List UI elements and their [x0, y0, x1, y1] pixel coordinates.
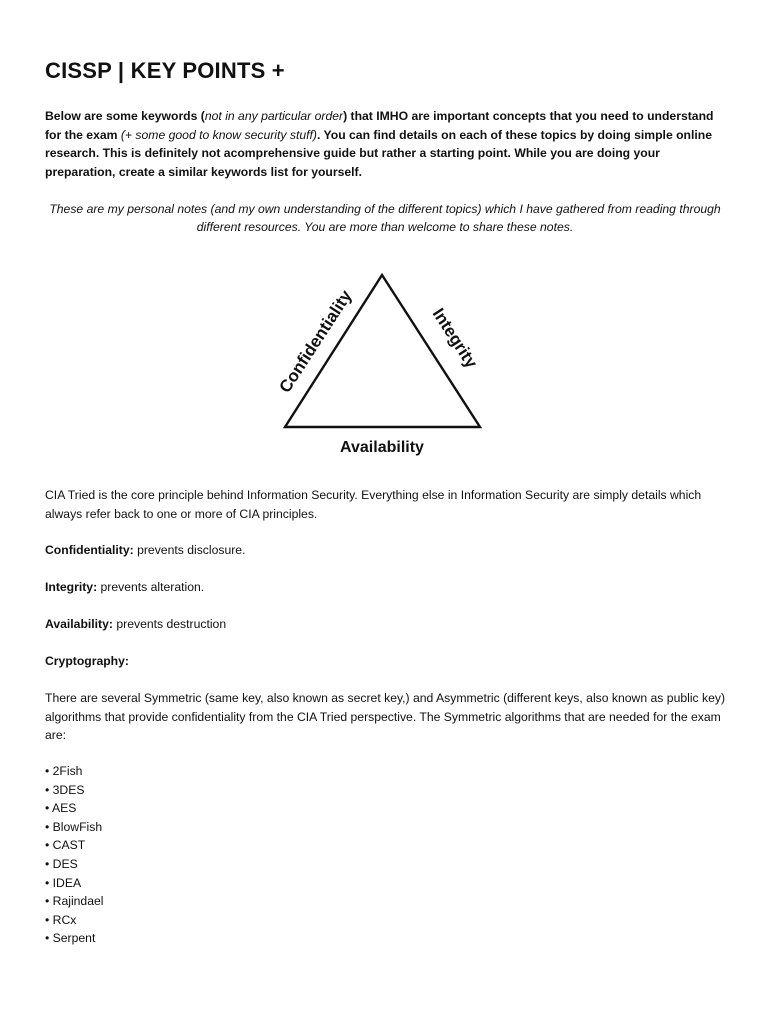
list-item: • Rajindael [45, 894, 104, 909]
cryptography-heading [45, 652, 735, 671]
list-item: • RCx [45, 912, 77, 927]
symmetric-algorithms-list [45, 762, 103, 948]
list-item: • DES [45, 856, 78, 871]
integrity-definition [45, 578, 735, 597]
intro-text-1: Below are some keywords ( [45, 109, 205, 123]
cia-paragraph: CIA Tried is the core principle behind Information Security. Everything else in Information Security are simply details which always refer back to one or more of CIA principles. [45, 488, 702, 521]
crypto-paragraph: There are several Symmetric (same key, also known as secret key,) and Asymmetric (different keys, also known as public key) algorithms that provide confidentiality from the CIA Tried perspective. The Symmetric algorithms that are needed for the exam are: [45, 691, 726, 743]
list-item: • BlowFish [45, 819, 103, 834]
integrity-term: Integrity: [45, 580, 98, 594]
confidentiality-definition [45, 541, 735, 560]
list-item: • Serpent [45, 931, 96, 946]
confidentiality-label: Confidentiality [275, 286, 356, 397]
list-item: • AES [45, 801, 77, 816]
integrity-text: prevents alteration. [97, 580, 205, 594]
page-title: CISSP | KEY POINTS + [45, 58, 285, 83]
availability-term: Availability: [45, 617, 113, 631]
intro-italic-2: (+ some good to know security stuff) [120, 127, 317, 142]
integrity-label: Integrity [428, 304, 482, 372]
cia-triad-diagram [260, 265, 510, 465]
confidentiality-text: prevents disclosure. [133, 543, 246, 557]
intro-text-3: . You can find details on each of these topics by doing simple online research. This is definitely not acomprehensive guide but rather a starting point. While you are doing your preparation, create a similar keywords list for yourself. [45, 127, 712, 179]
intro-paragraph [45, 107, 725, 181]
intro-text-2: ) that IMHO are important concepts that you need to understand for the exam [45, 109, 714, 142]
list-item: • IDEA [45, 875, 82, 890]
availability-label: Availability [340, 439, 424, 456]
personal-notes: These are my personal notes (and my own understanding of the different topics) which I have gathered from reading through different resources. You are more than welcome to share these notes. [49, 202, 721, 234]
cryptography-heading-text: Cryptography: [45, 654, 129, 668]
list-item: • 2Fish [45, 764, 83, 778]
list-item: • 3DES [45, 782, 85, 797]
intro-italic-1: not in any particular order [204, 109, 344, 123]
list-item: • CAST [45, 838, 86, 853]
confidentiality-term: Confidentiality: [45, 543, 134, 557]
availability-text: prevents destruction [112, 617, 227, 631]
availability-definition [45, 615, 735, 634]
